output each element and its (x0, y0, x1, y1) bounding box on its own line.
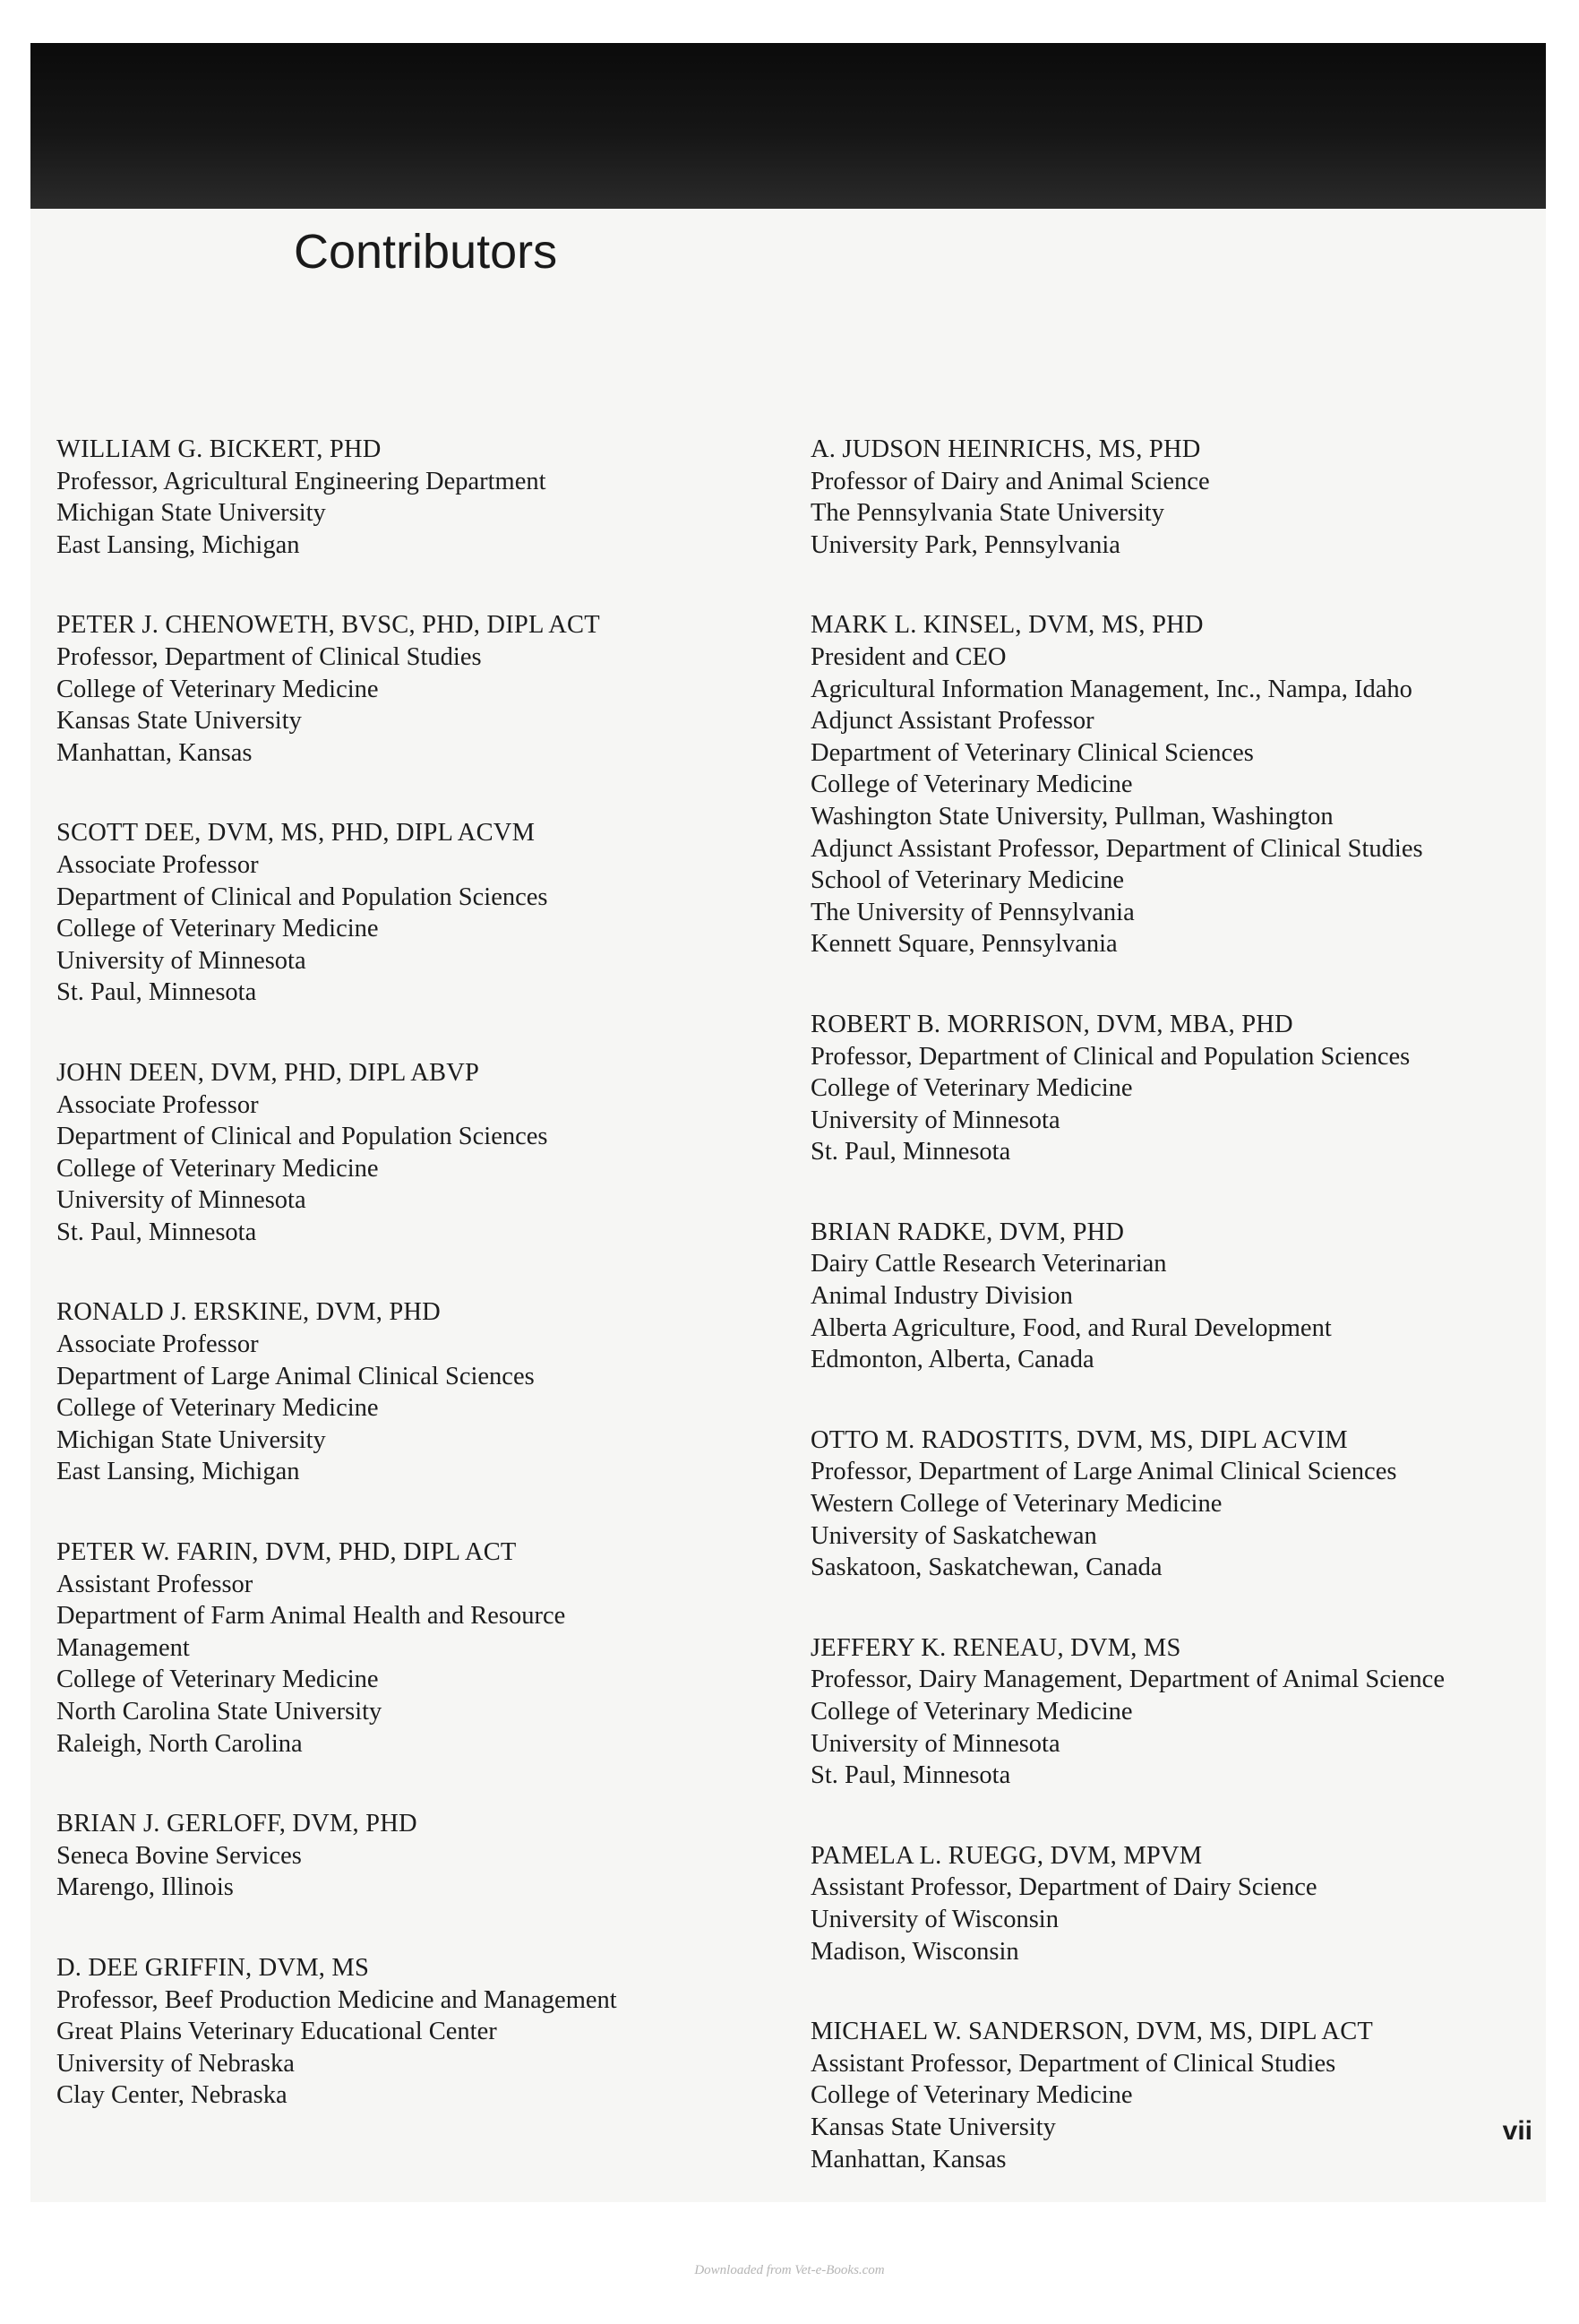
contributor-name: BRIAN RADKE, DVM, PHD (811, 1218, 1125, 1246)
contributor-name: ROBERT B. MORRISON, DVM, MBA, PHD (811, 1010, 1293, 1038)
contributor-affiliation-line: Professor, Dairy Management, Department of Animal Science (811, 1666, 1445, 1694)
contributor-affiliation-line: Assistant Professor, Department of Clinical Studies (811, 2049, 1336, 2078)
contributor-affiliation-line: Agricultural Information Management, Inc., Nampa, Idaho (811, 675, 1412, 703)
contributor-affiliation-line: Management (56, 1633, 190, 1662)
contributors-right-column (811, 434, 1518, 2224)
contributor-affiliation-line: Professor, Beef Production Medicine and Management (56, 1985, 617, 2014)
contributor-affiliation-line: Adjunct Assistant Professor, Department of Clinical Studies (811, 834, 1423, 863)
contributor-affiliation-line: North Carolina State University (56, 1698, 382, 1726)
contributor-entry (811, 1217, 1518, 1376)
footer-watermark: Downloaded from Vet-e-Books.com (694, 2263, 885, 2277)
contributor-affiliation-line: University Park, Pennsylvania (811, 530, 1120, 559)
contributor-affiliation-line: Department of Farm Animal Health and Resource (56, 1602, 566, 1631)
contributor-affiliation-line: St. Paul, Minnesota (56, 1218, 257, 1246)
contributor-affiliation-line: Department of Clinical and Population Sciences (56, 882, 548, 911)
contributor-affiliation-line: Department of Veterinary Clinical Sciences (811, 738, 1254, 767)
contributor-affiliation-line: Associate Professor (56, 850, 259, 879)
contributor-affiliation-line: Saskatoon, Saskatchewan, Canada (811, 1554, 1163, 1582)
contributor-affiliation-line: Marengo, Illinois (56, 1873, 234, 1902)
contributor-entry (56, 434, 773, 561)
contributor-entry (811, 434, 1518, 561)
contributor-affiliation-line: Adjunct Assistant Professor (811, 707, 1094, 736)
contributor-affiliation-line: Professor, Department of Clinical and Population Sciences (811, 1042, 1411, 1071)
contributor-affiliation-line: St. Paul, Minnesota (56, 978, 257, 1007)
contributor-affiliation-line: Kansas State University (811, 2113, 1056, 2141)
contributor-affiliation-line: Western College of Veterinary Medicine (811, 1490, 1223, 1519)
contributor-name: D. DEE GRIFFIN, DVM, MS (56, 1953, 370, 1982)
contributor-affiliation-line: College of Veterinary Medicine (56, 1394, 379, 1423)
contributor-entry (56, 1296, 773, 1488)
contributor-affiliation-line: Animal Industry Division (811, 1282, 1073, 1311)
contributor-name: MARK L. KINSEL, DVM, MS, PHD (811, 611, 1204, 640)
contributor-affiliation-line: Department of Clinical and Population Sciences (56, 1123, 548, 1151)
contributor-affiliation-line: College of Veterinary Medicine (56, 1666, 379, 1694)
contributor-affiliation-line: College of Veterinary Medicine (56, 915, 379, 943)
contributor-affiliation-line: Dairy Cattle Research Veterinarian (811, 1250, 1167, 1278)
contributor-affiliation-line: Associate Professor (56, 1090, 259, 1119)
contributor-entry (811, 1840, 1518, 1967)
contributor-affiliation-line: University of Minnesota (811, 1106, 1060, 1134)
contributor-affiliation-line: Professor, Department of Clinical Studies (56, 642, 482, 671)
contributor-affiliation-line: East Lansing, Michigan (56, 530, 300, 559)
contributor-affiliation-line: Seneca Bovine Services (56, 1841, 302, 1870)
contributor-entry (56, 817, 773, 1009)
contributor-entry (56, 1952, 773, 2112)
contributor-affiliation-line: Clay Center, Nebraska (56, 2081, 287, 2110)
contributor-affiliation-line: Manhattan, Kansas (56, 738, 253, 767)
contributor-affiliation-line: College of Veterinary Medicine (811, 1074, 1133, 1103)
contributor-name: A. JUDSON HEINRICHS, MS, PHD (811, 435, 1201, 463)
contributor-name: JEFFERY K. RENEAU, DVM, MS (811, 1633, 1181, 1662)
contributor-name: PETER W. FARIN, DVM, PHD, DIPL ACT (56, 1538, 517, 1567)
contributor-entry (811, 609, 1518, 960)
contributor-entry (811, 2016, 1518, 2175)
contributor-affiliation-line: Great Plains Veterinary Educational Center (56, 2018, 497, 2046)
contributor-name: JOHN DEEN, DVM, PHD, DIPL ABVP (56, 1058, 480, 1087)
contributor-affiliation-line: St. Paul, Minnesota (811, 1761, 1011, 1790)
contributor-entry (56, 1057, 773, 1249)
contributor-affiliation-line: Professor, Agricultural Engineering Department (56, 467, 546, 495)
contributor-affiliation-line: School of Veterinary Medicine (811, 866, 1125, 895)
contributor-affiliation-line: Michigan State University (56, 1425, 326, 1454)
contributor-affiliation-line: University of Minnesota (56, 1186, 306, 1215)
contributor-affiliation-line: Assistant Professor, Department of Dairy Science (811, 1873, 1317, 1902)
contributor-affiliation-line: University of Nebraska (56, 2049, 295, 2078)
contributor-entry (56, 1808, 773, 1904)
contributor-affiliation-line: The Pennsylvania State University (811, 499, 1164, 528)
contributor-name: MICHAEL W. SANDERSON, DVM, MS, DIPL ACT (811, 2018, 1374, 2046)
contributor-affiliation-line: Washington State University, Pullman, Washington (811, 802, 1334, 831)
contributors-left-column (56, 434, 773, 2160)
contributor-affiliation-line: College of Veterinary Medicine (56, 1154, 379, 1183)
contributor-affiliation-line: University of Wisconsin (811, 1905, 1059, 1933)
contributor-affiliation-line: Kansas State University (56, 707, 302, 736)
contributor-entry (56, 609, 773, 769)
page-title: Contributors (294, 225, 558, 279)
contributor-entry (56, 1536, 773, 1760)
contributor-name: OTTO M. RADOSTITS, DVM, MS, DIPL ACVIM (811, 1425, 1348, 1454)
contributor-affiliation-line: East Lansing, Michigan (56, 1458, 300, 1486)
contributor-affiliation-line: College of Veterinary Medicine (56, 675, 379, 703)
contributor-entry (811, 1425, 1518, 1584)
contributor-entry (811, 1632, 1518, 1792)
contributor-affiliation-line: Michigan State University (56, 499, 326, 528)
contributor-affiliation-line: Department of Large Animal Clinical Sciences (56, 1362, 535, 1390)
contributor-affiliation-line: University of Minnesota (811, 1729, 1060, 1758)
contributor-affiliation-line: Kennett Square, Pennsylvania (811, 930, 1118, 959)
contributor-name: BRIAN J. GERLOFF, DVM, PHD (56, 1810, 417, 1838)
contributor-affiliation-line: Associate Professor (56, 1330, 259, 1359)
contributor-affiliation-line: Manhattan, Kansas (811, 2145, 1007, 2173)
contributor-entry (811, 1009, 1518, 1168)
page-number: vii (1502, 2116, 1532, 2146)
contributor-affiliation-line: Professor, Department of Large Animal Clinical Sciences (811, 1458, 1397, 1486)
contributor-affiliation-line: President and CEO (811, 642, 1007, 671)
contributor-affiliation-line: Assistant Professor (56, 1570, 253, 1598)
contributor-name: SCOTT DEE, DVM, MS, PHD, DIPL ACVM (56, 819, 536, 848)
contributor-name: PETER J. CHENOWETH, BVSC, PHD, DIPL ACT (56, 611, 600, 640)
contributor-affiliation-line: College of Veterinary Medicine (811, 770, 1133, 799)
contributor-affiliation-line: College of Veterinary Medicine (811, 1698, 1133, 1726)
contributor-affiliation-line: Madison, Wisconsin (811, 1937, 1019, 1966)
contributor-name: WILLIAM G. BICKERT, PHD (56, 435, 382, 463)
contributor-affiliation-line: College of Veterinary Medicine (811, 2081, 1133, 2110)
contributor-name: PAMELA L. RUEGG, DVM, MPVM (811, 1841, 1203, 1870)
contributor-affiliation-line: St. Paul, Minnesota (811, 1138, 1011, 1166)
contributor-affiliation-line: University of Minnesota (56, 946, 306, 975)
contributor-name: RONALD J. ERSKINE, DVM, PHD (56, 1298, 441, 1327)
contributor-affiliation-line: The University of Pennsylvania (811, 898, 1135, 926)
contributor-affiliation-line: Alberta Agriculture, Food, and Rural Development (811, 1313, 1332, 1342)
contributor-affiliation-line: Professor of Dairy and Animal Science (811, 467, 1210, 495)
contributor-affiliation-line: Edmonton, Alberta, Canada (811, 1346, 1094, 1374)
header-band (30, 43, 1546, 209)
contributor-affiliation-line: University of Saskatchewan (811, 1521, 1097, 1550)
contributor-affiliation-line: Raleigh, North Carolina (56, 1729, 303, 1758)
